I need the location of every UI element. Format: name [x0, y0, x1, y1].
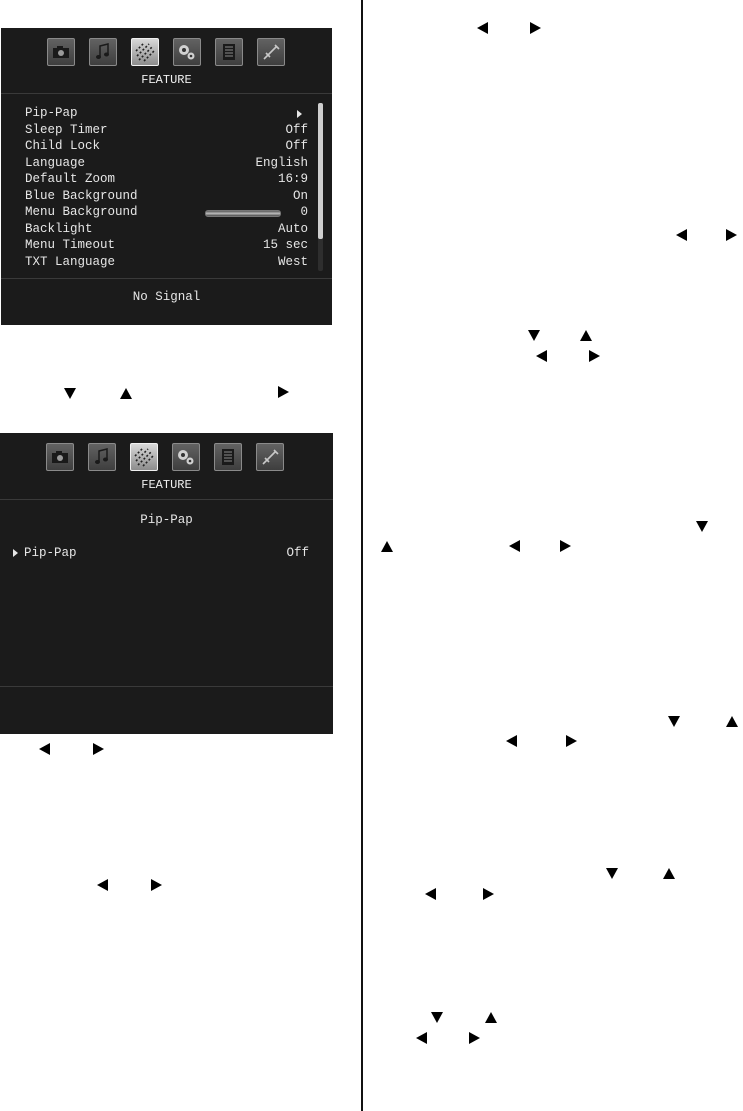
- menu-item-value: Auto: [277, 221, 308, 236]
- right-arrow-icon: [560, 540, 571, 552]
- left-arrow-icon: [477, 22, 488, 34]
- right-arrow-icon: [530, 22, 541, 34]
- title-separator: [1, 93, 332, 94]
- right-arrow-icon: [589, 350, 600, 362]
- menu-item-value: Off: [285, 139, 308, 153]
- right-arrow-icon: [469, 1032, 480, 1044]
- picture-icon[interactable]: [46, 443, 74, 471]
- menu-item-label: Backlight: [25, 221, 93, 236]
- menu-title: FEATURE: [141, 478, 192, 492]
- menu-item-value: Off: [285, 122, 308, 137]
- sound-icon[interactable]: [88, 443, 116, 471]
- right-arrow-icon: [278, 386, 289, 398]
- menu-item-value: 15 sec: [262, 238, 308, 252]
- down-arrow-icon: [528, 330, 540, 341]
- menu-scrollbar[interactable]: [318, 103, 323, 271]
- up-arrow-icon: [381, 541, 393, 552]
- menu-item-pip-pap[interactable]: [24, 546, 309, 562]
- menu-item-label: Child Lock: [25, 139, 101, 153]
- menu-item-value: 0: [300, 205, 308, 219]
- left-arrow-icon: [425, 888, 436, 900]
- up-arrow-icon: [485, 1012, 497, 1023]
- right-arrow-icon: [483, 888, 494, 900]
- left-arrow-icon: [536, 350, 547, 362]
- install-icon[interactable]: [172, 443, 200, 471]
- down-arrow-icon: [431, 1012, 443, 1023]
- left-arrow-icon: [506, 735, 517, 747]
- menu-item-language[interactable]: [25, 156, 308, 172]
- menu-item-value: 16:9: [277, 172, 308, 186]
- right-arrow-icon: [151, 879, 162, 891]
- up-arrow-icon: [120, 388, 132, 399]
- down-arrow-icon: [696, 521, 708, 532]
- install-icon[interactable]: [173, 38, 201, 66]
- menu-title: FEATURE: [141, 73, 192, 87]
- settings-icon[interactable]: [257, 38, 285, 66]
- right-arrow-icon: [566, 735, 577, 747]
- menu-item-label: Sleep Timer: [25, 122, 108, 137]
- menu-item-label: Blue Background: [25, 188, 138, 203]
- menu-item-label: Menu Timeout: [25, 238, 116, 252]
- up-arrow-icon: [580, 330, 592, 341]
- feature-icon[interactable]: [131, 38, 159, 66]
- title-separator: [0, 499, 333, 500]
- feature-icon[interactable]: [130, 443, 158, 471]
- menu-item-child-lock[interactable]: [25, 139, 308, 155]
- menu-item-label: TXT Language: [25, 254, 116, 269]
- submenu-arrow-icon: [297, 110, 302, 118]
- down-arrow-icon: [606, 868, 618, 879]
- footer-separator: [1, 278, 332, 279]
- selected-arrow-icon: [13, 549, 18, 557]
- left-arrow-icon: [39, 743, 50, 755]
- menu-item-label: Pip-Pap: [24, 546, 77, 560]
- menu-background-slider[interactable]: [205, 210, 281, 217]
- left-arrow-icon: [416, 1032, 427, 1044]
- right-arrow-icon: [726, 229, 737, 241]
- menu-item-backlight[interactable]: [25, 222, 308, 238]
- down-arrow-icon: [64, 388, 76, 399]
- down-arrow-icon: [668, 716, 680, 727]
- menu-item-menu-background[interactable]: [25, 205, 308, 221]
- left-arrow-icon: [676, 229, 687, 241]
- menu-item-label: Pip-Pap: [25, 106, 78, 120]
- submenu-title: Pip-Pap: [140, 513, 193, 527]
- menu-item-txt-language[interactable]: [25, 255, 308, 271]
- settings-icon[interactable]: [256, 443, 284, 471]
- left-arrow-icon: [97, 879, 108, 891]
- menu-item-pip-pap[interactable]: [25, 106, 308, 122]
- up-arrow-icon: [663, 868, 675, 879]
- menu-item-value: West: [277, 254, 308, 269]
- source-icon[interactable]: [214, 443, 242, 471]
- footer-separator: [0, 686, 333, 687]
- menu-item-value: English: [255, 155, 308, 170]
- source-icon[interactable]: [215, 38, 243, 66]
- up-arrow-icon: [726, 716, 738, 727]
- menu-item-default-zoom[interactable]: [25, 172, 308, 188]
- scrollbar-thumb[interactable]: [318, 103, 323, 239]
- feature-menu-screen: [1, 28, 332, 325]
- right-arrow-icon: [93, 743, 104, 755]
- pip-pap-menu-screen: [0, 433, 333, 734]
- no-signal-text: No Signal: [132, 290, 201, 304]
- menu-item-label: Menu Background: [25, 205, 138, 219]
- picture-icon[interactable]: [47, 38, 75, 66]
- menu-item-menu-timeout[interactable]: [25, 238, 308, 254]
- sound-icon[interactable]: [89, 38, 117, 66]
- menu-item-value: Off: [286, 546, 309, 560]
- menu-item-label: Default Zoom: [25, 172, 116, 186]
- menu-item-sleep-timer[interactable]: [25, 123, 308, 139]
- menu-item-blue-background[interactable]: [25, 189, 308, 205]
- column-divider: [361, 0, 363, 1111]
- menu-item-label: Language: [25, 155, 86, 170]
- left-arrow-icon: [509, 540, 520, 552]
- menu-item-value: On: [292, 188, 308, 203]
